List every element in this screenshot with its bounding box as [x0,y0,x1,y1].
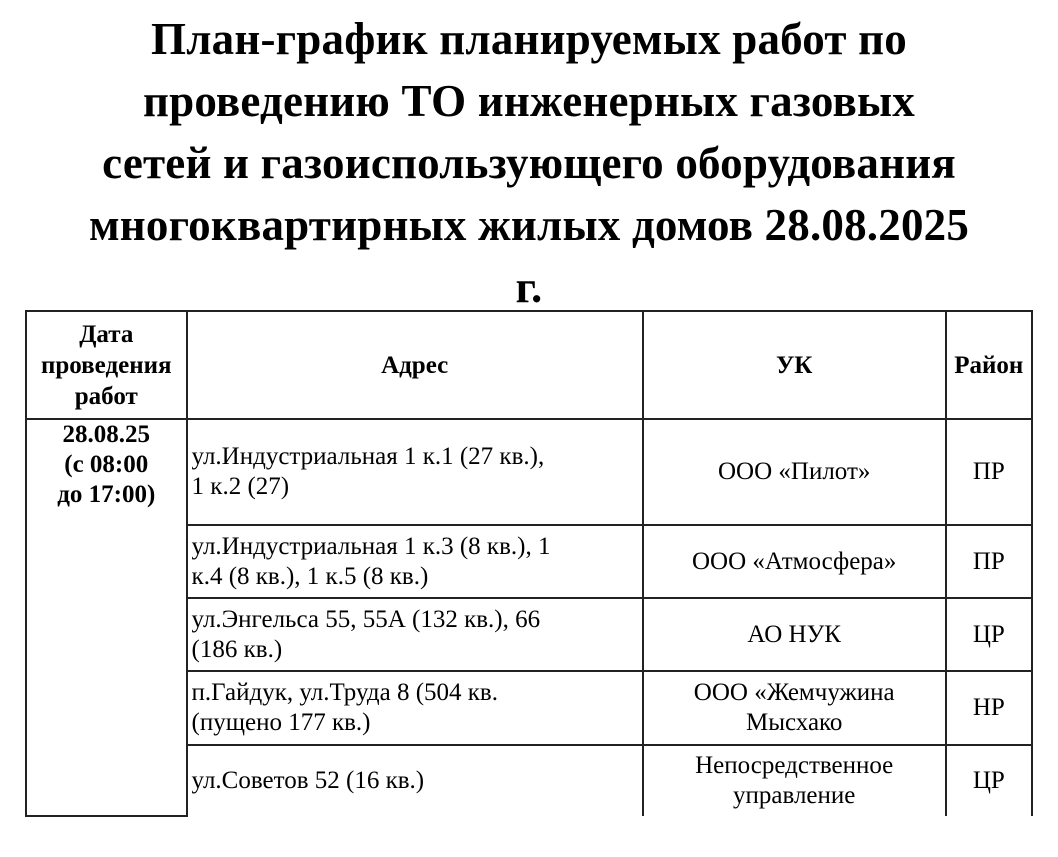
address-cell: ул.Индустриальная 1 к.3 (8 кв.), 1 к.4 (8 кв.), 1 к.5 (8 кв.) [187,525,643,598]
title-line: г. [515,262,543,312]
uk-cell: Непосредственное управление [643,745,946,816]
district-cell: ПР [946,419,1032,525]
uk-cell: ООО «Жемчужина Мысхако [643,671,946,745]
uk-cell: АО НУК [643,598,946,671]
uk-cell: ООО «Атмосфера» [643,525,946,598]
district-cell: ЦР [946,745,1032,816]
address-cell: ул.Энгельса 55, 55А (132 кв.), 66 (186 кв.) [187,598,643,671]
title-line: сетей и газоиспользующего оборудования [102,138,956,188]
address-cell: ул.Советов 52 (16 кв.) [187,745,643,816]
title-line: План-график планируемых работ по [151,14,907,64]
header-uk: УК [643,311,946,419]
address-cell: п.Гайдук, ул.Труда 8 (504 кв. (пущено 177 кв.) [187,671,643,745]
schedule-table [25,310,1033,817]
date-cell: 28.08.25 (с 08:00 до 17:00) [26,419,187,816]
title-line: многоквартирных жилых домов 28.08.2025 [88,200,970,250]
uk-cell: ООО «Пилот» [643,419,946,525]
table-header-row [26,311,1032,419]
district-cell: НР [946,671,1032,745]
title-line: проведению ТО инженерных газовых [143,76,915,126]
header-address: Адрес [187,311,643,419]
header-district: Район [946,311,1032,419]
document-title [0,8,1058,318]
address-cell: ул.Индустриальная 1 к.1 (27 кв.), 1 к.2 (27) [187,419,643,525]
header-date: Дата проведения работ [26,311,187,419]
district-cell: ЦР [946,598,1032,671]
table-row [26,419,1032,525]
district-cell: ПР [946,525,1032,598]
